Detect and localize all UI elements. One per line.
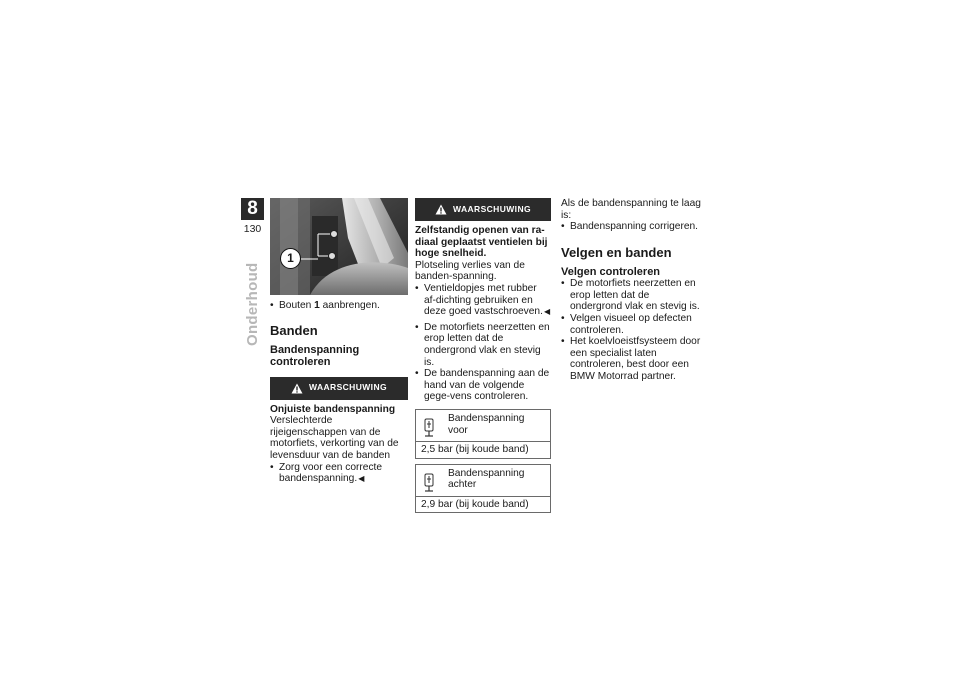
end-mark-icon: ◀ — [543, 307, 551, 317]
section-heading: Velgen en banden — [561, 244, 672, 260]
spec-value: 2,9 bar (bij koude band) — [421, 498, 529, 510]
tire-pressure-icon — [422, 418, 436, 438]
bullet-text-pre: Bouten — [279, 300, 315, 311]
bullet-text: De motorfiets neerzetten en erop letten dat de ondergrond vlak en stevig is. — [570, 278, 700, 313]
chapter-tab — [241, 198, 264, 238]
list-item — [270, 300, 408, 312]
bullet-text-post: aanbrengen. — [319, 300, 380, 311]
spec-value: 2,5 bar (bij koude band) — [421, 443, 529, 455]
warning-label: WAARSCHUWING — [453, 203, 531, 214]
bullet-text: Ventieldopjes met rubber af-dichting gebruiken en deze goed vastschroeven. — [424, 282, 543, 318]
bullet-ref-number: 1 — [314, 300, 320, 311]
bullet-text: Zorg voor een correcte bandenspanning. — [279, 461, 383, 485]
spec-header — [416, 465, 550, 497]
warning-banner — [270, 377, 408, 400]
column-1 — [270, 198, 408, 485]
page-number: 130 — [243, 223, 262, 235]
bullet-text: De motorfiets neerzetten en erop letten dat de ondergrond vlak en stevig is. — [424, 321, 550, 368]
bullet-text: Bandenspanning corrigeren. — [570, 221, 699, 233]
tire-pressure-icon — [422, 473, 436, 493]
bolt-photo-illustration — [270, 198, 408, 295]
spec-header — [416, 410, 550, 442]
section-heading: Banden — [270, 322, 318, 338]
warning-text: Verslechterde rijeigenschappen van de motorfiets, verkorting van de levensduur van de banden — [270, 415, 399, 461]
list-item — [270, 462, 408, 485]
list-item — [561, 336, 703, 382]
chapter-section-label: Onderhoud — [244, 262, 261, 346]
chapter-number: 8 — [241, 198, 264, 220]
spec-box-rear — [415, 464, 551, 514]
subsection-heading: Velgen controleren — [561, 265, 661, 278]
warning-title: Zelfstandig openen van ra-diaal geplaatst ventielen bij hoge snelheid. — [415, 225, 548, 260]
list-item — [561, 313, 703, 336]
column-3 — [561, 198, 703, 383]
subsection-heading: Bandenspanning controleren — [270, 343, 360, 369]
figure-callout: 1 — [280, 248, 301, 269]
warning-triangle-icon — [435, 204, 447, 215]
list-item — [561, 278, 703, 313]
list-item — [415, 283, 551, 318]
bullet-text: Het koelvloeistfsysteem door een specialist laten controleren, best door een BMW Motorrad partner. — [570, 336, 701, 383]
list-item — [415, 322, 551, 368]
bolt-figure — [270, 198, 408, 295]
bullet-text: Velgen visueel op defecten controleren. — [570, 313, 692, 336]
warning-title: Onjuiste bandenspanning — [270, 403, 396, 415]
warning-label: WAARSCHUWING — [309, 382, 387, 393]
spec-label: Bandenspanning achter — [448, 467, 525, 491]
bullet-text: De bandenspanning aan de hand van de volgende gege-vens controleren. — [424, 368, 550, 403]
warning-banner — [415, 198, 551, 221]
spec-label: Bandenspanning voor — [448, 412, 525, 436]
warning-text: Plotseling verlies van de banden-spanning. — [415, 259, 525, 283]
column-2 — [415, 198, 551, 513]
intro-text: Als de bandenspanning te laag is: — [561, 198, 701, 221]
spec-box-front — [415, 409, 551, 459]
list-item — [415, 368, 551, 403]
warning-triangle-icon — [291, 383, 303, 394]
end-mark-icon: ◀ — [358, 474, 365, 484]
list-item — [561, 221, 703, 233]
